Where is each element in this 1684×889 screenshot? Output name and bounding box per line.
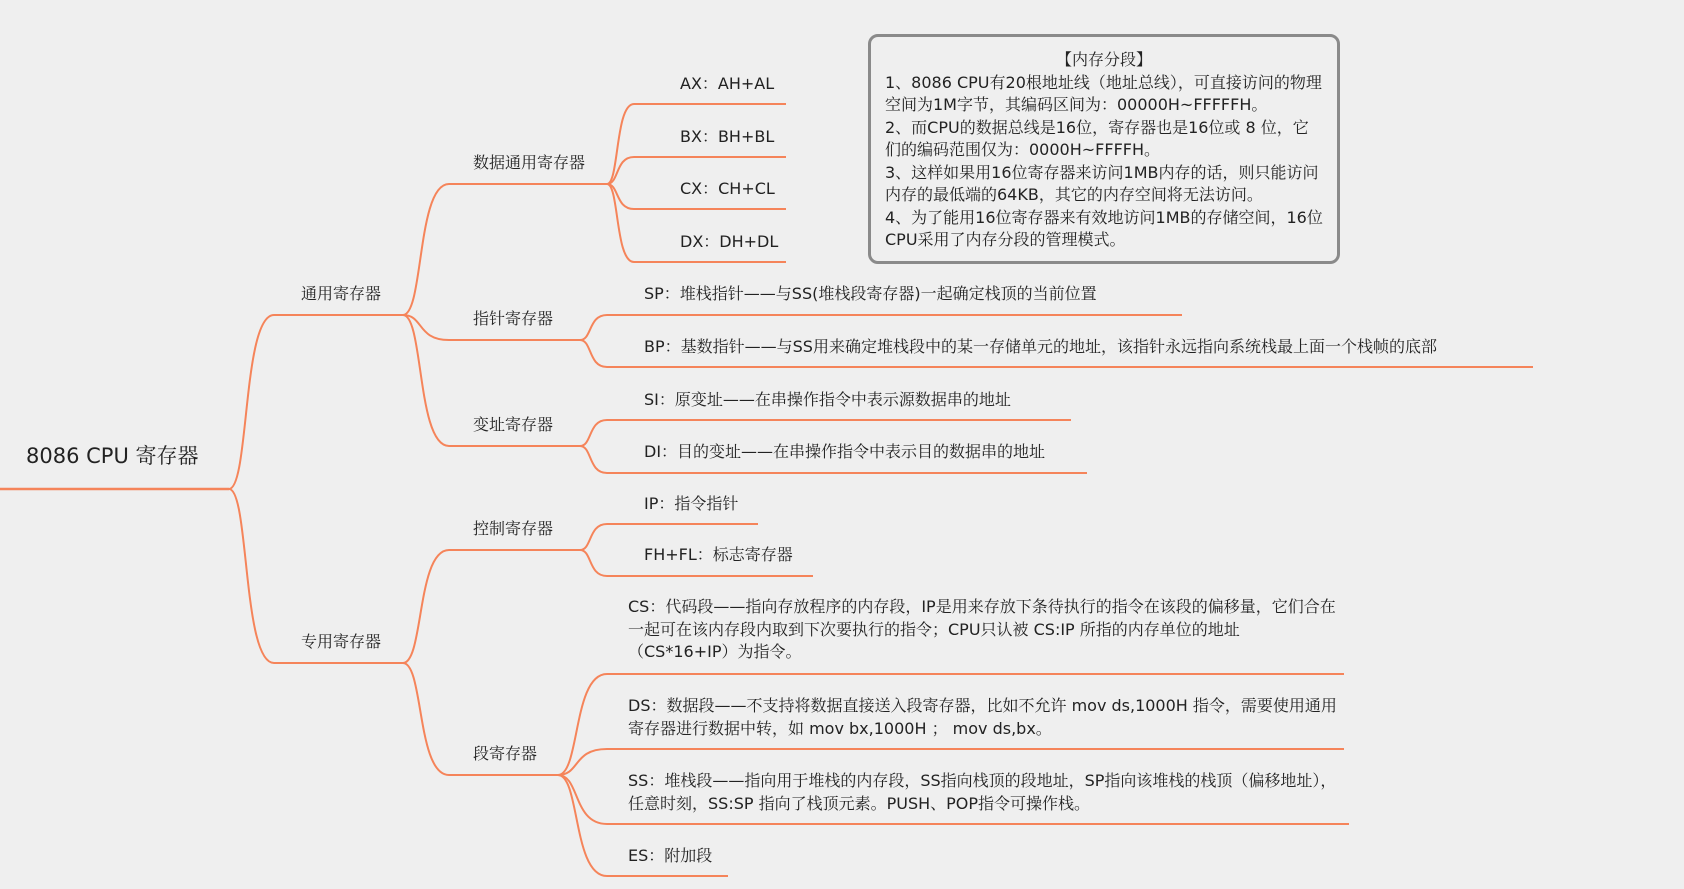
branch-line	[229, 315, 403, 489]
topic-pointer-registers[interactable]: 指针寄存器	[473, 309, 554, 328]
topic-general[interactable]: 通用寄存器	[301, 284, 382, 303]
item-dx[interactable]: DX：DH+DL	[680, 232, 779, 251]
topic-data-registers[interactable]: 数据通用寄存器	[473, 153, 586, 172]
root-topic[interactable]: 8086 CPU 寄存器	[26, 444, 199, 468]
note-title: 【内存分段】	[1055, 50, 1152, 69]
topic-control-registers[interactable]: 控制寄存器	[473, 519, 554, 538]
note-line: 1、8086 CPU有20根地址线（地址总线），可直接访问的物理空间为1M字节，其编码区间为：00000H~FFFFFH。	[885, 72, 1322, 114]
note-line: 2、而CPU的数据总线是16位，寄存器也是16位或 8 位，它们的编码范围仅为：0000H~FFFFH。	[885, 117, 1309, 159]
item-ip[interactable]: IP：指令指针	[644, 494, 739, 513]
item-flags[interactable]: FH+FL：标志寄存器	[644, 545, 793, 564]
topic-special[interactable]: 专用寄存器	[301, 632, 382, 651]
item-bx[interactable]: BX：BH+BL	[680, 127, 775, 146]
topic-index-registers[interactable]: 变址寄存器	[473, 415, 554, 434]
item-es[interactable]: ES：附加段	[628, 846, 713, 865]
note-line: 3、这样如果用16位寄存器来访问1MB内存的话，则只能访问内存的最低端的64KB，其它的内存空间将无法访问。	[885, 162, 1319, 204]
item-cs[interactable]: CS：代码段——指向存放程序的内存段，IP是用来存放下条待执行的指令在该段的偏移量，它们合在一起可在该内存段内取到下次要执行的指令；CPU只认被 CS:IP 所指的内存单位的地址（CS*16+IP）为指令。	[628, 597, 1336, 661]
item-bp[interactable]: BP：基数指针——与SS用来确定堆栈段中的某一存储单元的地址，该指针永远指向系统栈最上面一个栈帧的底部	[644, 337, 1437, 356]
item-ss[interactable]: SS：堆栈段——指向用于堆栈的内存段，SS指向栈顶的段地址，SP指向该堆栈的栈顶（偏移地址），任意时刻，SS:SP 指向了栈顶元素。PUSH、POP指令可操作栈。	[628, 771, 1337, 813]
item-si[interactable]: SI：原变址——在串操作指令中表示源数据串的地址	[644, 390, 1011, 409]
item-ax[interactable]: AX：AH+AL	[680, 74, 775, 93]
item-sp[interactable]: SP：堆栈指针——与SS(堆栈段寄存器)一起确定栈顶的当前位置	[644, 284, 1097, 303]
branch-line	[403, 550, 580, 663]
note-line: 4、为了能用16位寄存器来有效地访问1MB的存储空间，16位CPU采用了内存分段的管理模式。	[885, 207, 1323, 249]
item-ds[interactable]: DS：数据段——不支持将数据直接送入段寄存器，比如不允许 mov ds,1000H 指令，需要使用通用寄存器进行数据中转，如 mov bx,1000H ； mov ds,bx。	[628, 696, 1337, 738]
topic-segment-registers[interactable]: 段寄存器	[473, 744, 538, 763]
memory-segmentation-note[interactable]	[868, 34, 1340, 264]
branch-line	[403, 184, 607, 315]
item-di[interactable]: DI：目的变址——在串操作指令中表示目的数据串的地址	[644, 442, 1046, 461]
item-cx[interactable]: CX：CH+CL	[680, 179, 775, 198]
